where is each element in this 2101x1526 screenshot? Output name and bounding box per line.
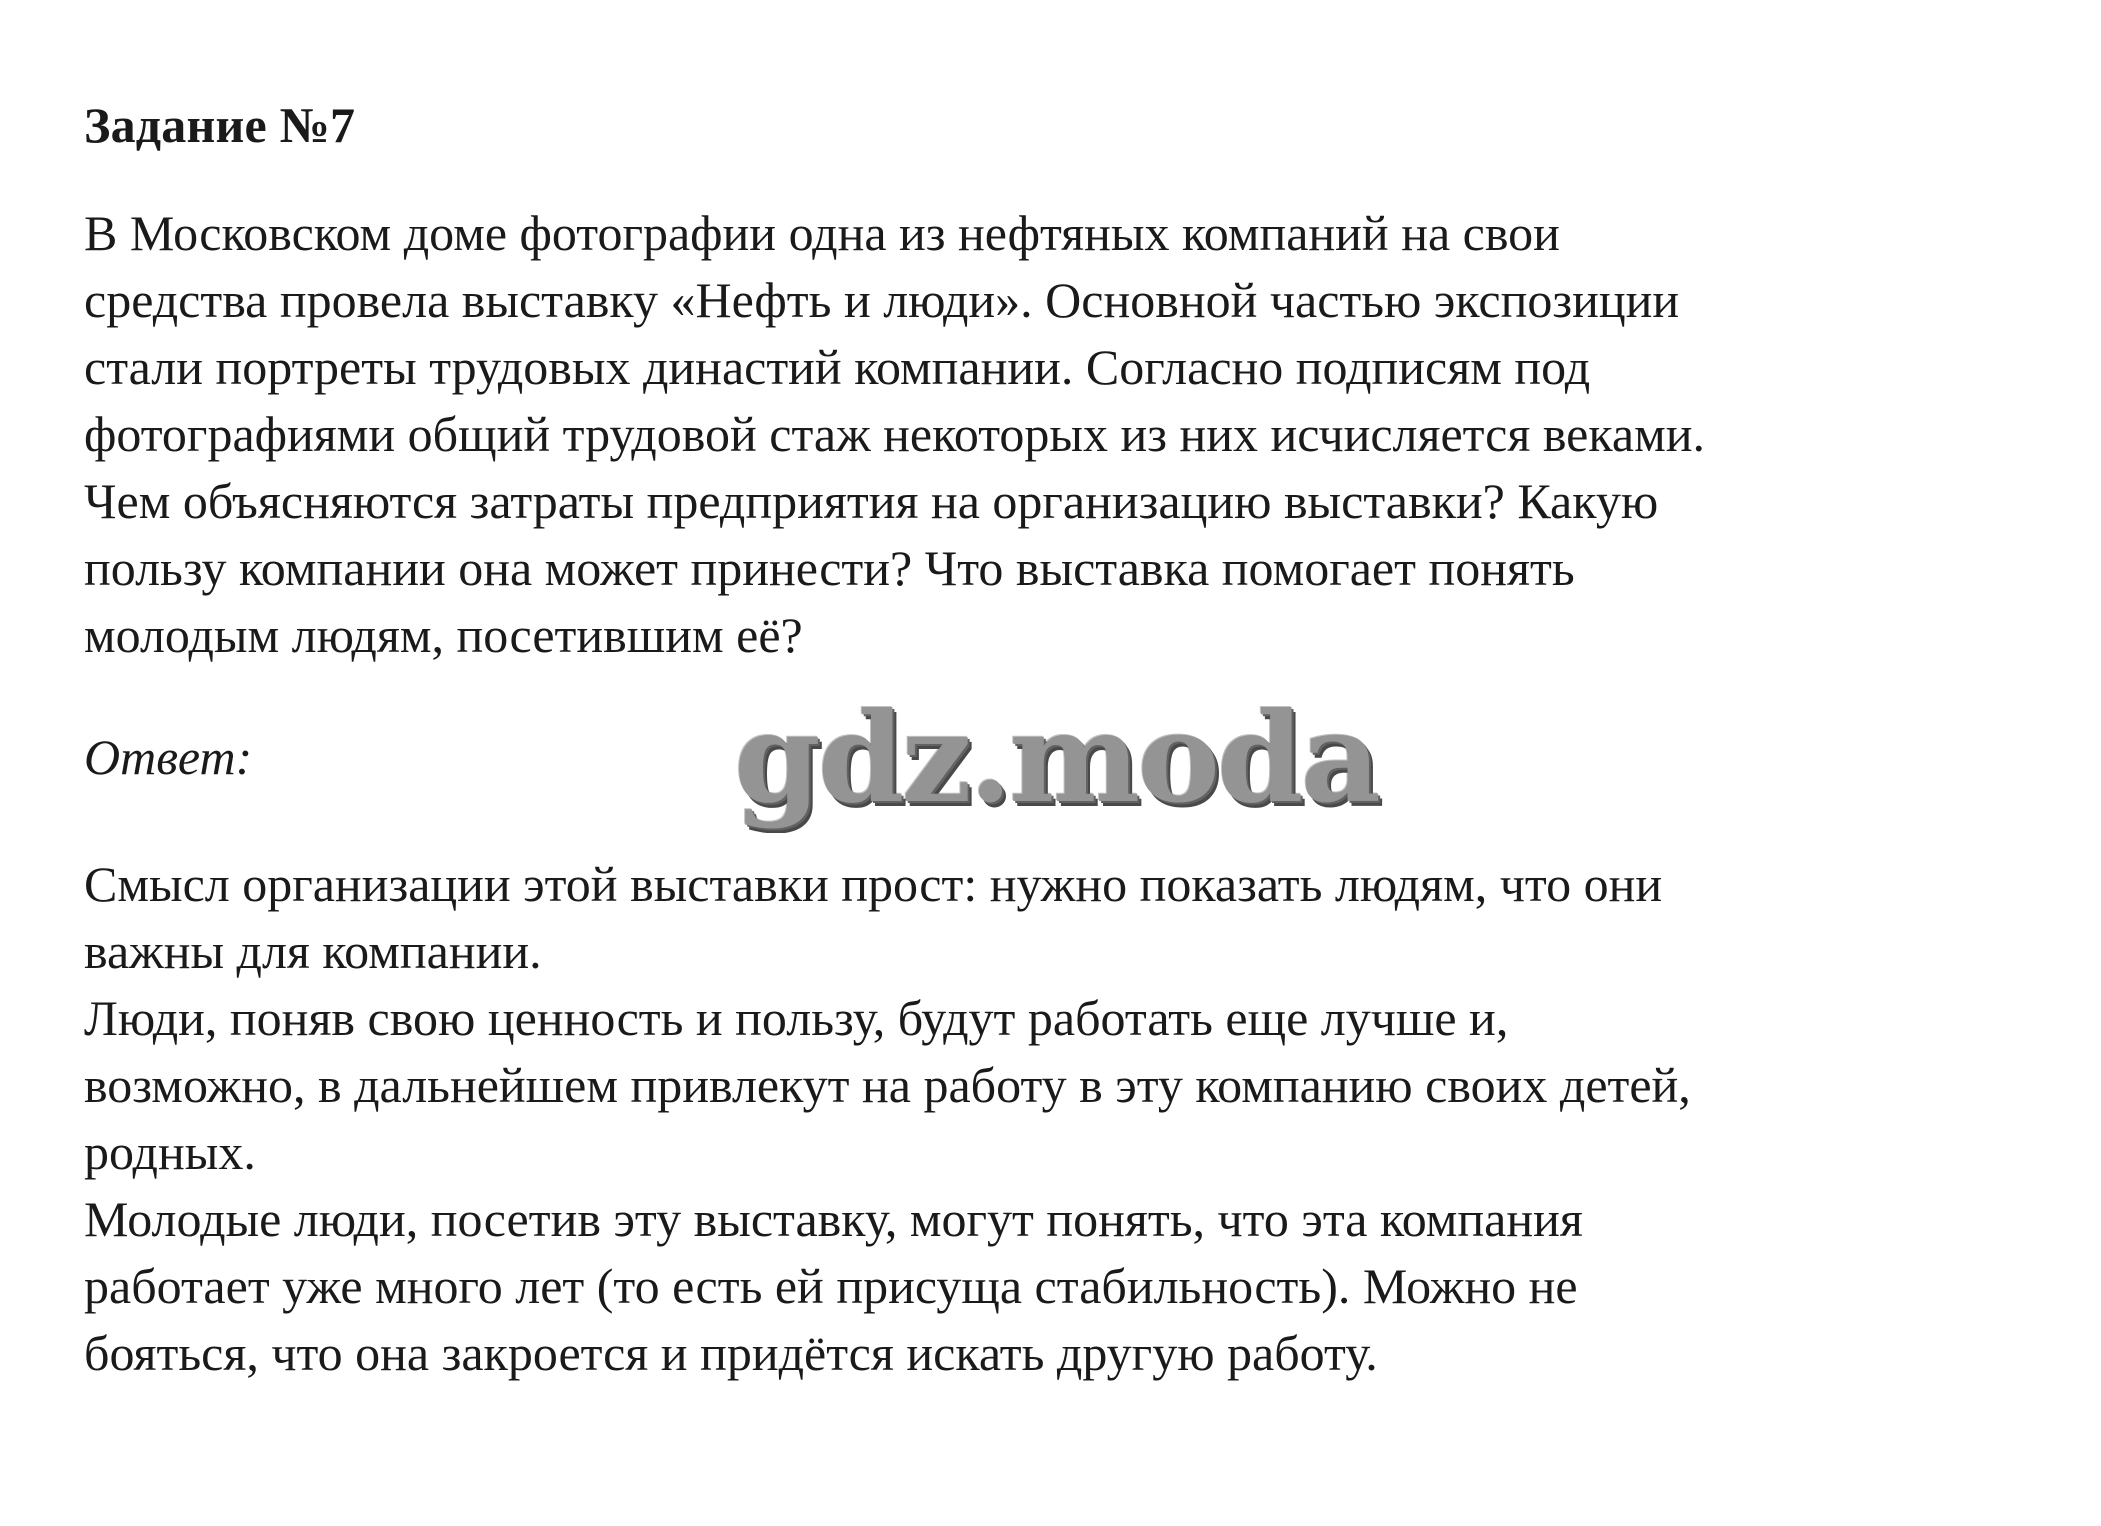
question-line: стали портреты трудовых династий компании. Согласно подписям под	[84, 339, 1591, 395]
answer-line: Смысл организации этой выставки прост: нужно показать людям, что они	[84, 856, 1663, 912]
answer-line: работает уже много лет (то есть ей присуща стабильность). Можно не	[84, 1258, 1578, 1314]
document-content	[84, 95, 2044, 1387]
question-line: пользу компании она может принести? Что выставка помогает понять	[84, 540, 1575, 596]
question-line: Чем объясняются затраты предприятия на организацию выставки? Какую	[84, 473, 1659, 529]
question-text	[84, 200, 2044, 669]
answer-line: Люди, поняв свою ценность и пользу, будут работать еще лучше и,	[84, 990, 1509, 1046]
question-line: средства провела выставку «Нефть и люди». Основной частью экспозиции	[84, 272, 1680, 328]
question-line: В Московском доме фотографии одна из нефтяных компаний на свои	[84, 205, 1560, 261]
answer-header	[84, 686, 2044, 831]
answer-line: Молодые люди, посетив эту выставку, могут понять, что эта компания	[84, 1191, 1583, 1247]
task-title: Задание №7	[84, 97, 356, 153]
answer-line: родных.	[84, 1124, 256, 1180]
question-line: молодым людям, посетившим её?	[84, 607, 803, 663]
answer-line: важны для компании.	[84, 923, 542, 979]
question-line: фотографиями общий трудовой стаж некоторых из них исчисляется веками.	[84, 406, 1705, 462]
watermark-logo: gdz.moda	[734, 686, 1378, 831]
answer-line: бояться, что она закроется и придётся искать другую работу.	[84, 1325, 1378, 1381]
answer-text	[84, 851, 2044, 1387]
answer-line: возможно, в дальнейшем привлекут на работу в эту компанию своих детей,	[84, 1057, 1691, 1113]
answer-label: Ответ:	[84, 729, 253, 785]
